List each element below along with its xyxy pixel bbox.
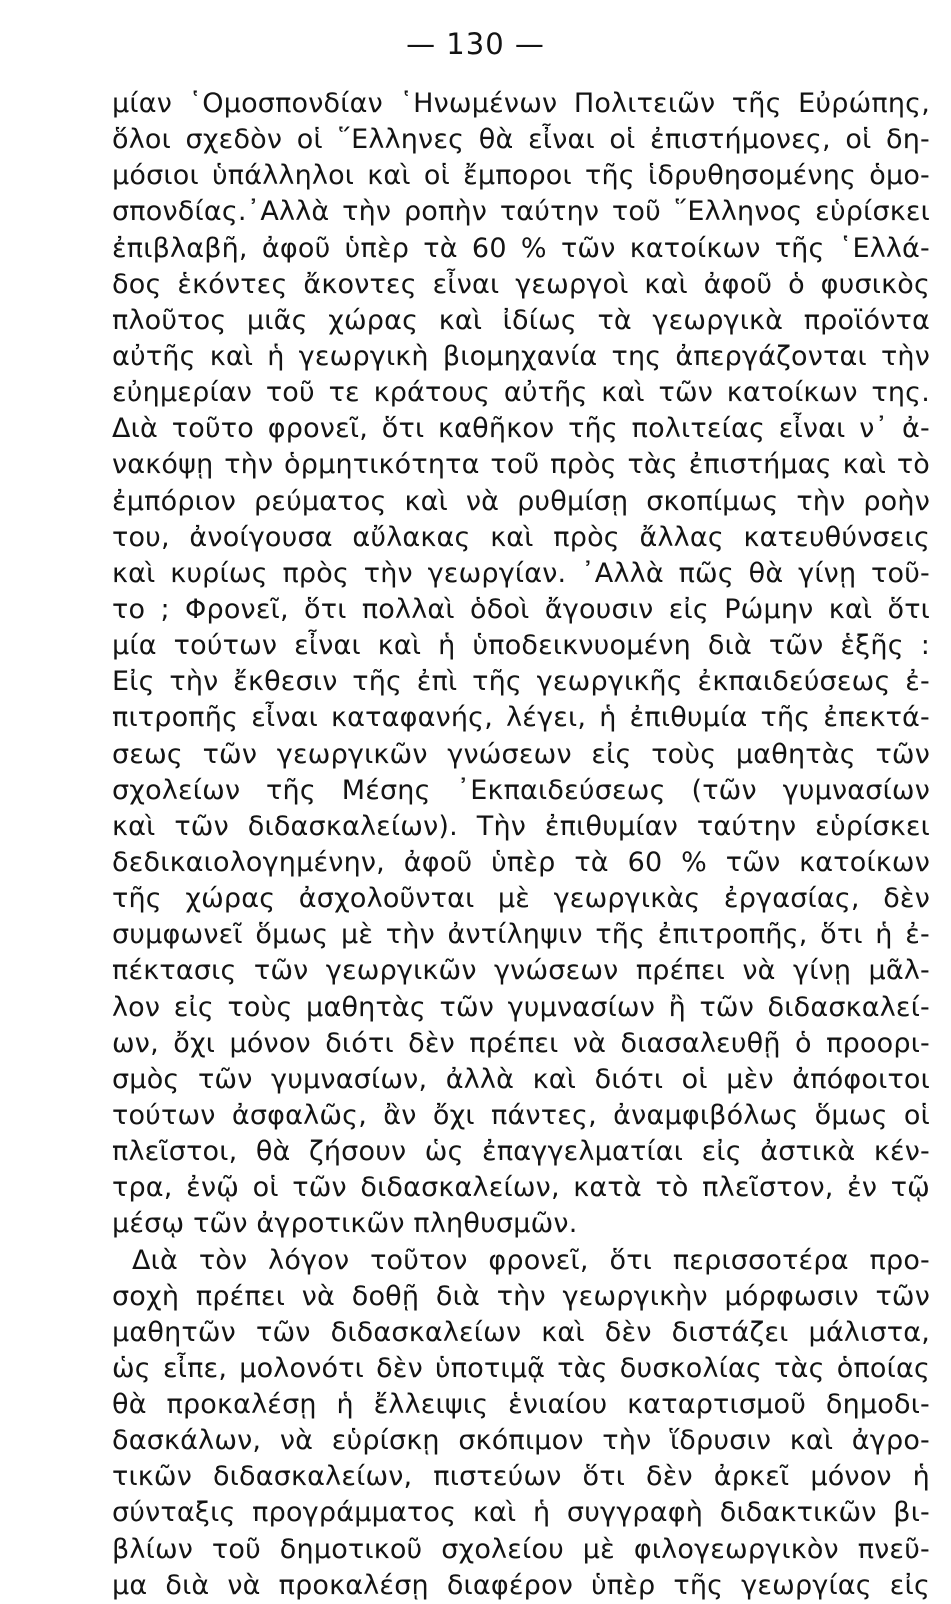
text-line: καὶ τῶν διδασκαλείων). Τὴν ἐπιθυμίαν ταύτην εὑρίσκει [112, 810, 930, 842]
text-line: Διὰ τοῦτο φρονεῖ, ὅτι καθῆκον τῆς πολιτείας εἶναι ν᾿ ἀ- [112, 413, 930, 445]
text-line: αὐτῆς καὶ ἡ γεωργικὴ βιομηχανία της ἀπεργάζονται τὴν [112, 340, 930, 372]
text-line: Εἰς τὴν ἔκθεσιν τῆς ἐπὶ τῆς γεωργικῆς ἐκπαιδεύσεως ἐ- [112, 666, 930, 698]
text-line: πιτροπῆς εἶναι καταφανής, λέγει, ἡ ἐπιθυμία τῆς ἐπεκτά- [112, 702, 930, 734]
text-line: τῆς χώρας ἀσχολοῦνται μὲ γεωργικὰς ἐργασίας, δὲν [112, 883, 930, 915]
text-line: σμὸς τῶν γυμνασίων, ἀλλὰ καὶ διότι οἱ μὲν ἀπόφοιτοι [112, 1063, 930, 1095]
text-line: μόσιοι ὑπάλληλοι καὶ οἱ ἔμποροι τῆς ἱδρυθησομένης ὁμο- [112, 160, 930, 192]
text-line: σεως τῶν γεωργικῶν γνώσεων εἰς τοὺς μαθητὰς τῶν [112, 738, 930, 770]
text-line: το ; Φρονεῖ, ὅτι πολλαὶ ὁδοὶ ἄγουσιν εἰς Ρώμην καὶ ὅτι [112, 593, 930, 625]
text-line: συμφωνεῖ ὅμως μὲ τὴν ἀντίληψιν τῆς ἐπιτροπῆς, ὅτι ἡ ἐ- [112, 919, 930, 951]
text-line: πέκτασις τῶν γεωργικῶν γνώσεων πρέπει νὰ γίνῃ μᾶλ- [112, 955, 930, 987]
page-number: — 130 — [406, 27, 545, 61]
text-line: μέσῳ τῶν ἀγροτικῶν πληθυσμῶν. [112, 1208, 578, 1240]
text-line: ὅλοι σχεδὸν οἱ ῞Ελληνες θὰ εἶναι οἱ ἐπιστήμονες, οἱ δη- [112, 124, 930, 156]
text-line: πλοῦτος μιᾶς χώρας καὶ ἰδίως τὰ γεωργικὰ προϊόντα [112, 304, 930, 336]
text-line: σπονδίας.᾿Αλλὰ τὴν ροπὴν ταύτην τοῦ ῞Ελληνος εὑρίσκει [112, 196, 930, 228]
text-line: βλίων τοῦ δημοτικοῦ σχολείου μὲ φιλογεωργικὸν πνεῦ- [112, 1533, 930, 1565]
text-line: μίαν ῾Ομοσπονδίαν ῾Ηνωμένων Πολιτειῶν τῆς Εὐρώπης, [112, 88, 930, 119]
text-line: δεδικαιολογημένην, ἀφοῦ ὑπὲρ τὰ 60 % τῶν κατοίκων [112, 846, 930, 878]
text-line: ων, ὄχι μόνον διότι δὲν πρέπει νὰ διασαλευθῇ ὁ προορι- [112, 1027, 930, 1059]
text-line: μαθητῶν τῶν διδασκαλείων καὶ δὲν διστάζει μάλιστα, [112, 1316, 930, 1348]
text-line: λον εἰς τοὺς μαθητὰς τῶν γυμνασίων ἢ τῶν διδασκαλεί- [112, 991, 930, 1023]
text-line: νακόψῃ τὴν ὁρμητικότητα τοῦ πρὸς τὰς ἐπιστήμας καὶ τὸ [112, 449, 930, 481]
body-text [112, 86, 930, 1604]
text-line: καὶ κυρίως πρὸς τὴν γεωργίαν. ᾿Αλλὰ πῶς θὰ γίνῃ τοῦ- [112, 557, 930, 589]
text-line: τικῶν διδασκαλείων, πιστεύων ὅτι δὲν ἀρκεῖ μόνον ἡ [112, 1461, 930, 1493]
text-line: τρα, ἐνῷ οἱ τῶν διδασκαλείων, κατὰ τὸ πλεῖστον, ἐν τῷ [112, 1172, 930, 1204]
text-line: ἐμπόριον ρεύματος καὶ νὰ ρυθμίσῃ σκοπίμως τὴν ροὴν [112, 485, 930, 517]
text-line: του, ἀνοίγουσα αὔλακας καὶ πρὸς ἄλλας κατευθύνσεις [112, 521, 930, 553]
text-line: Διὰ τὸν λόγον τοῦτον φρονεῖ, ὅτι περισσοτέρα προ- [132, 1244, 930, 1276]
text-line: σοχὴ πρέπει νὰ δοθῇ διὰ τὴν γεωργικὴν μόρφωσιν τῶν [112, 1280, 930, 1312]
text-line: θὰ προκαλέσῃ ἡ ἔλλειψις ἑνιαίου καταρτισμοῦ δημοδι- [112, 1389, 930, 1421]
text-line: δος ἑκόντες ἄκοντες εἶναι γεωργοὶ καὶ ἀφοῦ ὁ φυσικὸς [112, 268, 930, 300]
text-line: μία τούτων εἶναι καὶ ἡ ὑποδεικνυομένη διὰ τῶν ἑξῆς : [112, 630, 930, 662]
text-line: μα διὰ νὰ προκαλέσῃ διαφέρον ὑπὲρ τῆς γεωργίας εἰς [112, 1569, 930, 1601]
text-line: δασκάλων, νὰ εὑρίσκῃ σκόπιμον τὴν ἵδρυσιν καὶ ἀγρο- [112, 1425, 930, 1457]
text-line: τούτων ἀσφαλῶς, ἂν ὄχι πάντες, ἀναμφιβόλως ὅμως οἱ [112, 1099, 930, 1131]
text-line: ὡς εἶπε, μολονότι δὲν ὑποτιμᾷ τὰς δυσκολίας τὰς ὁποίας [112, 1352, 930, 1384]
text-line: σχολείων τῆς Μέσης ᾿Εκπαιδεύσεως (τῶν γυμνασίων [112, 774, 930, 806]
text-line: σύνταξις προγράμματος καὶ ἡ συγγραφὴ διδακτικῶν βι- [112, 1497, 930, 1529]
text-line: πλεῖστοι, θὰ ζήσουν ὡς ἐπαγγελματίαι εἰς ἀστικὰ κέν- [112, 1136, 930, 1168]
text-line: ἐπιβλαβῆ, ἀφοῦ ὑπὲρ τὰ 60 % τῶν κατοίκων τῆς ῾Ελλά- [112, 232, 930, 264]
text-line: εὐημερίαν τοῦ τε κράτους αὐτῆς καὶ τῶν κατοίκων της. [112, 377, 930, 409]
